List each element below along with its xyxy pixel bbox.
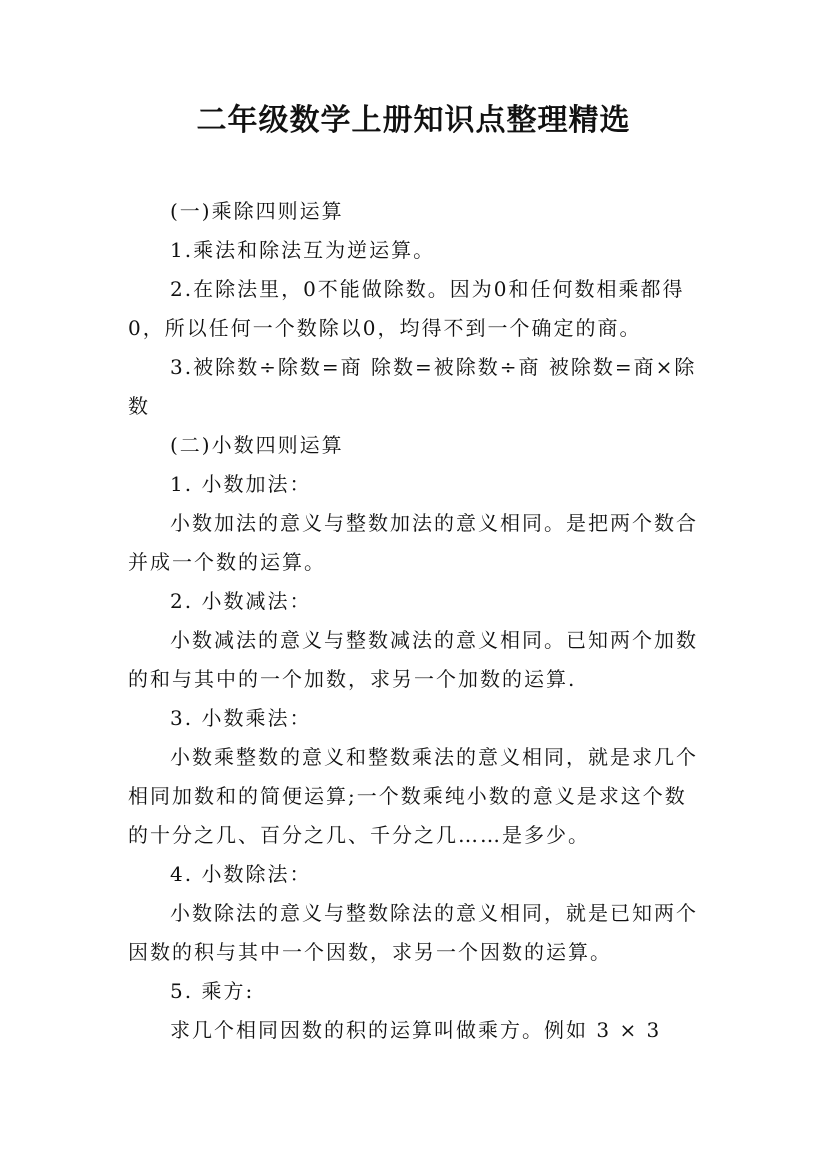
subsection-heading: 4. 小数除法： <box>170 862 312 886</box>
paragraph-line: 小数乘整数的意义和整数乘法的意义相同，就是求几个 <box>170 745 698 769</box>
subsection-heading: 1. 小数加法： <box>170 472 312 496</box>
paragraph-line: 小数减法的意义与整数减法的意义相同。已知两个加数 <box>170 628 698 652</box>
paragraph-line: 小数除法的意义与整数除法的意义相同，就是已知两个 <box>170 901 698 925</box>
paragraph-line: 1.乘法和除法互为逆运算。 <box>170 238 436 262</box>
subsection-heading: 5. 乘方: <box>170 979 255 1003</box>
paragraph-line: 的和与其中的一个加数，求另一个加数的运算. <box>128 667 577 691</box>
section-heading: (一)乘除四则运算 <box>170 199 344 223</box>
paragraph-line: 的十分之几、百分之几、千分之几……是多少。 <box>128 823 590 847</box>
paragraph-line: 数 <box>128 394 150 418</box>
paragraph-line: 2.在除法里，0不能做除数。因为0和任何数相乘都得 <box>170 277 685 301</box>
paragraph-line: 3.被除数÷除数=商 除数=被除数÷商 被除数=商×除 <box>170 355 697 379</box>
paragraph-line: 求几个相同因数的积的运算叫做乘方。例如 3 × 3 <box>170 1018 662 1042</box>
paragraph-line: 因数的积与其中一个因数，求另一个因数的运算。 <box>128 940 612 964</box>
paragraph-line: 0，所以任何一个数除以0，均得不到一个确定的商。 <box>128 316 642 340</box>
paragraph-line: 小数加法的意义与整数加法的意义相同。是把两个数合 <box>170 511 698 535</box>
section-heading: (二)小数四则运算 <box>170 433 344 457</box>
paragraph-line: 相同加数和的简便运算;一个数乘纯小数的意义是求这个数 <box>128 784 687 808</box>
document-title: 二年级数学上册知识点整理精选 <box>196 103 631 138</box>
paragraph-line: 并成一个数的运算。 <box>128 550 326 574</box>
subsection-heading: 2. 小数减法： <box>170 589 312 613</box>
subsection-heading: 3. 小数乘法： <box>170 706 312 730</box>
